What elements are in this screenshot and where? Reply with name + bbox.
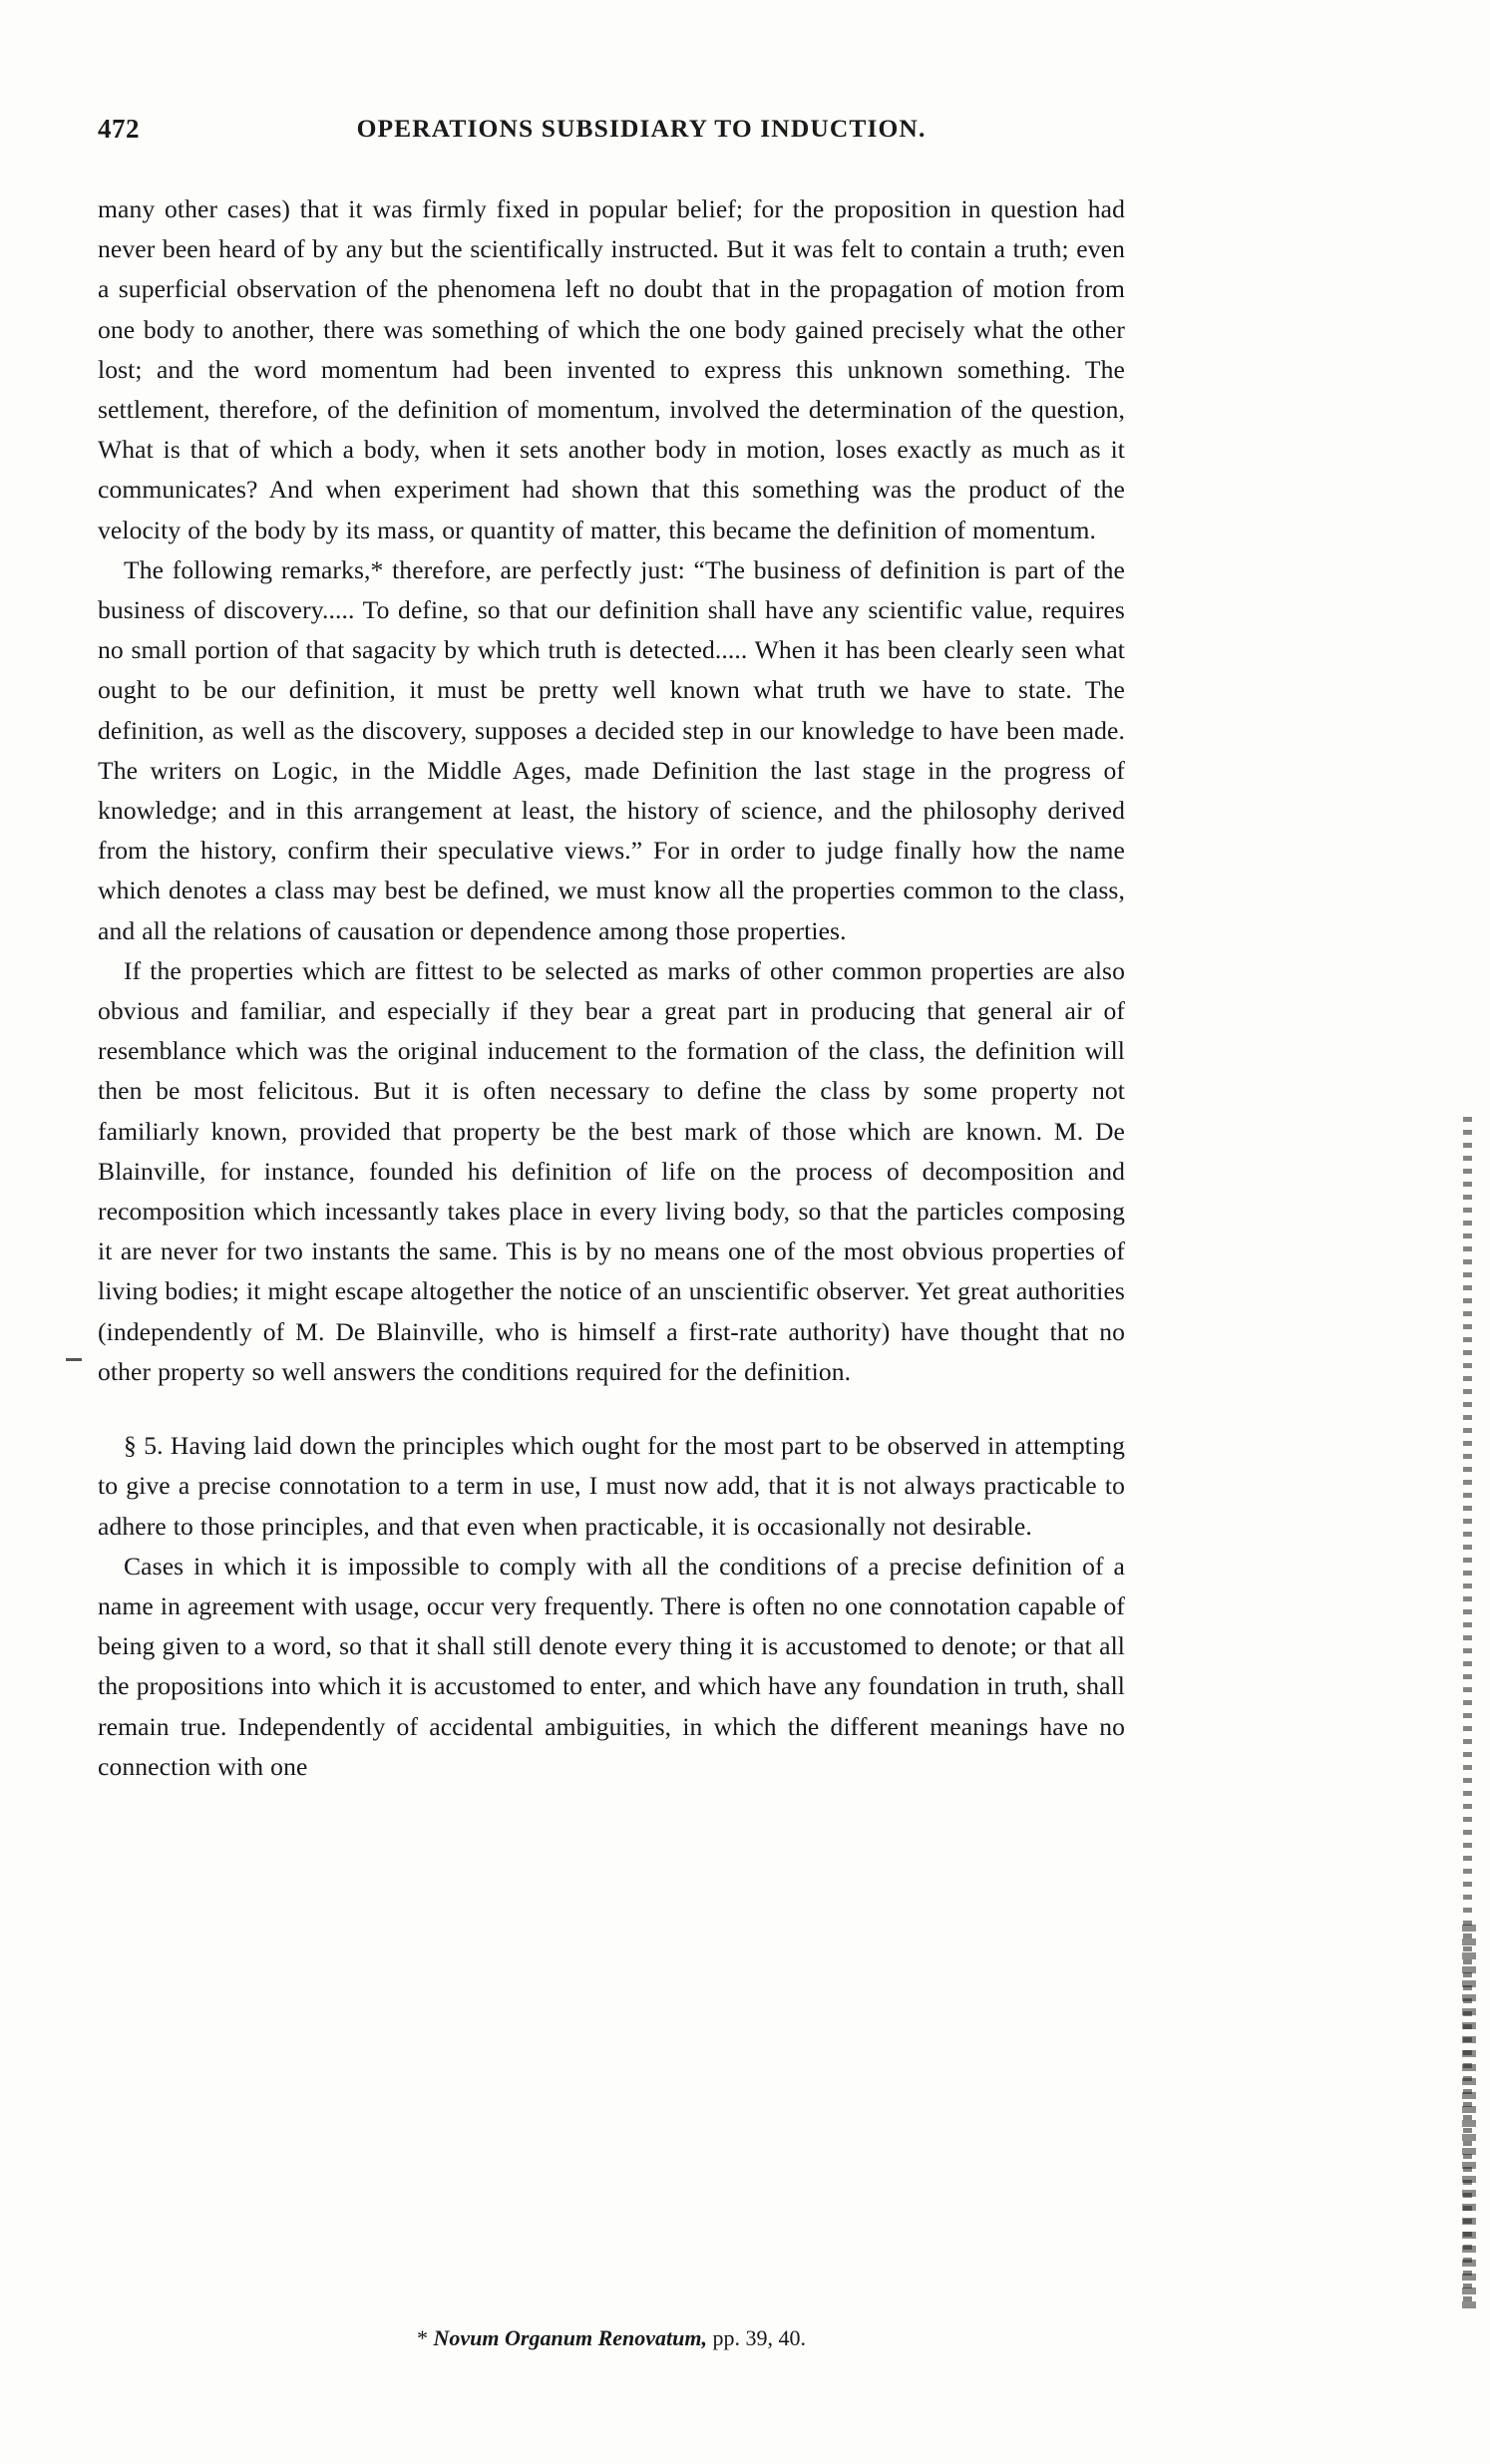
- scan-edge-artifact-lower: [1462, 1925, 1476, 2313]
- margin-mark: [66, 1358, 82, 1361]
- paragraph-3: If the properties which are fittest to be selected as marks of other common properties are also obvious and familiar, and especially if they bear a great part in producing that general air of resemblance which was the original inducement to the formation of the class, the definition will then be most felicitous. But it is often necessary to define the class by some property not familiarly known, provided that property be the best mark of those which are known. M. De Blainville, for instance, founded his definition of life on the process of decomposition and recomposition which incessantly takes place in every living body, so that the particles composing it are never for two instants the same. This is by no means one of the most obvious properties of living bodies; it might escape altogether the notice of an unscientific observer. Yet great authorities (independently of M. De Blainville, who is himself a first-rate authority) have thought that no other property so well answers the conditions required for the definition.: [98, 955, 1125, 1386]
- footnote-reference: pp. 39, 40.: [712, 2325, 806, 2350]
- footnote-title: Novum Organum Renovatum,: [433, 2325, 707, 2350]
- running-head: OPERATIONS SUBSIDIARY TO INDUCTION.: [356, 114, 927, 143]
- footnote-marker: *: [417, 2325, 429, 2350]
- page-number: 472: [98, 114, 140, 144]
- page-content: [98, 108, 1125, 1787]
- footnote-area: [98, 2323, 1125, 2353]
- page-header: [98, 108, 1125, 166]
- paragraph-4-section-5: § 5. Having laid down the principles which ought for the most part to be observed in attempting to give a precise connotation to a term in use, I must now add, that it is not always practicable to adhere to those principles, and that even when practicable, it is occasionally not desirable.: [98, 1431, 1125, 1541]
- paragraph-5: Cases in which it is impossible to comply with all the conditions of a precise definition of a name in agreement with usage, occur very frequently. There is often no one connotation capable of being given to a word, so that it shall still denote every thing it is accustomed to denote; or that all the propositions into which it is accustomed to enter, and which have any foundation in truth, shall remain true. Independently of accidental ambiguities, in which the different meanings have no connection with one: [98, 1551, 1125, 1781]
- body-text: [98, 189, 1125, 1787]
- paragraph-1: many other cases) that it was firmly fixed in popular belief; for the proposition in question had never been heard of by any but the scientifically instructed. But it was felt to contain a truth; even a superficial observation of the phenomena left no doubt that in the propagation of motion from one body to another, there was something of which the one body gained precisely what the other lost; and the word momentum had been invented to express this unknown something. The settlement, therefore, of the definition of momentum, involved the determination of the question, What is that of which a body, when it sets another body in motion, loses exactly as much as it communicates? And when experiment had shown that this something was the product of the velocity of the body by its mass, or quantity of matter, this became the definition of momentum.: [98, 194, 1125, 544]
- footnote: [98, 2323, 1125, 2353]
- paragraph-2: The following remarks,* therefore, are perfectly just: “The business of definition is part of the business of discovery..... To define, so that our definition shall have any scientific value, requires no small portion of that sagacity by which truth is detected..... When it has been clearly seen what ought to be our definition, it must be pretty well known what truth we have to state. The definition, as well as the discovery, supposes a decided step in our knowledge to have been made. The writers on Logic, in the Middle Ages, made Definition the last stage in the progress of knowledge; and in this arrangement at least, the history of science, and the philosophy derived from the history, confirm their speculative views.” For in order to judge finally how the name which denotes a class may best be defined, we must know all the properties common to the class, and all the relations of causation or dependence among those properties.: [98, 554, 1125, 945]
